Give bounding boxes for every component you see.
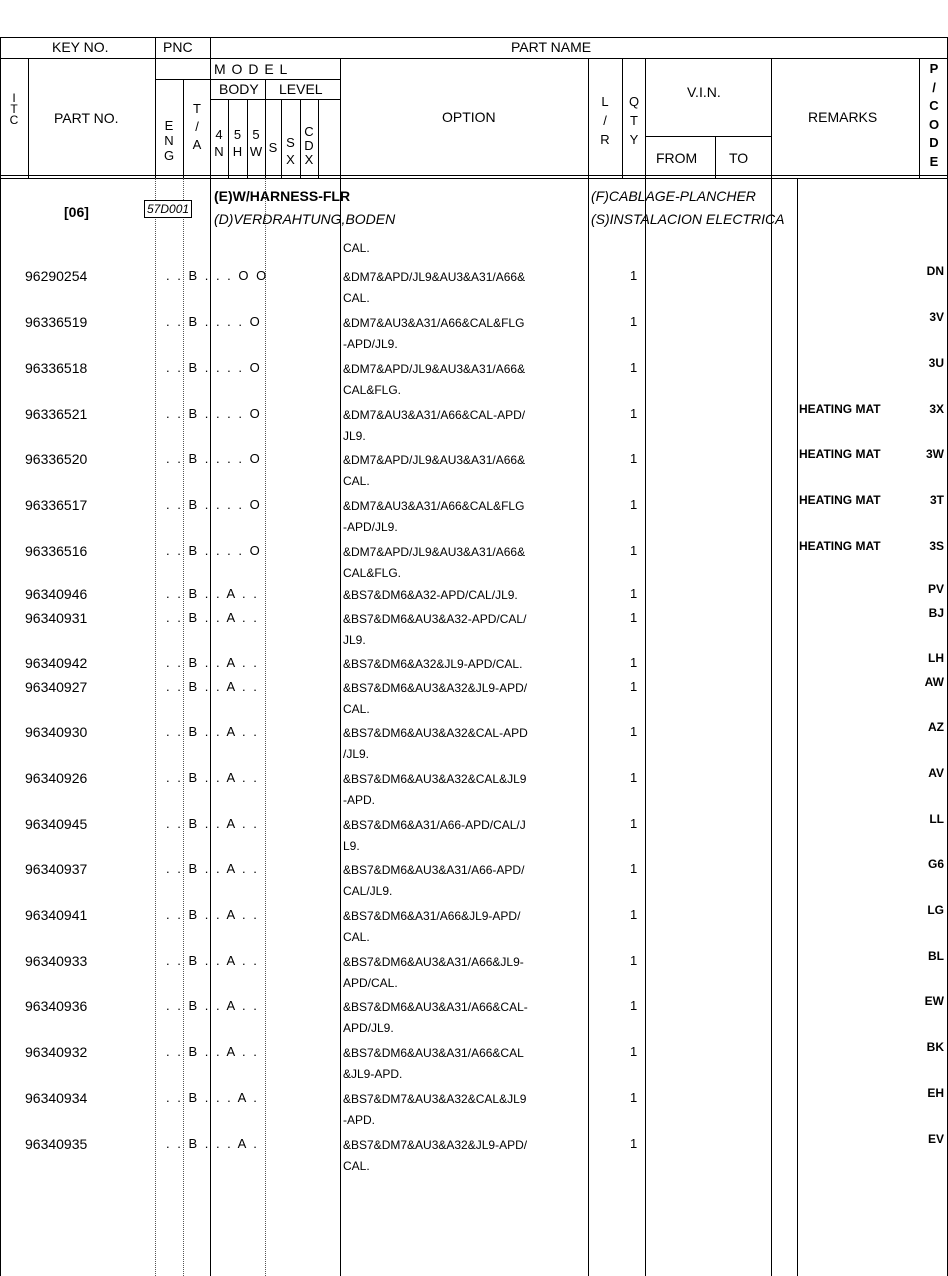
p-code: BJ — [928, 606, 944, 620]
model-marks: . . B . . . . O — [166, 360, 260, 375]
option-line-1: &BS7&DM6&A32&JL9-APD/CAL. — [343, 657, 523, 671]
part-number: 96340931 — [25, 610, 88, 626]
group-name-d: (D)VERDRAHTUNG,BODEN — [214, 211, 396, 227]
option-line-1: &BS7&DM7&AU3&A32&JL9-APD/ — [343, 1138, 528, 1152]
quantity: 1 — [630, 586, 638, 601]
option-header: OPTION — [442, 109, 496, 125]
p-code: AZ — [928, 720, 944, 734]
option-line-1: &BS7&DM6&AU3&A31/A66&JL9- — [343, 955, 524, 969]
part-number: 96340946 — [25, 586, 88, 602]
part-no-header: PART NO. — [54, 110, 119, 126]
quantity: 1 — [630, 610, 638, 625]
quantity: 1 — [630, 268, 638, 283]
p-code: PV — [927, 582, 944, 596]
vin-header: V.I.N. — [687, 84, 721, 100]
quantity: 1 — [630, 861, 638, 876]
body-4n-header: 4 N — [214, 127, 224, 159]
p-code: LL — [929, 812, 944, 826]
model-marks: . . B . . A . . — [166, 861, 257, 876]
p-code: 3U — [928, 356, 944, 370]
p-code: 3W — [926, 447, 944, 461]
model-header: M O D E L — [214, 61, 289, 77]
model-marks: . . B . . . A . — [166, 1136, 257, 1151]
quantity: 1 — [630, 360, 638, 375]
option-line-1: &DM7&APD/JL9&AU3&A31/A66& — [343, 362, 526, 376]
part-number: 96336520 — [25, 451, 88, 467]
option-line-1: &BS7&DM6&AU3&A32&CAL&JL9 — [343, 772, 527, 786]
option-line-2: -APD/JL9. — [343, 337, 398, 351]
part-number: 96336517 — [25, 497, 88, 513]
part-number: 96340926 — [25, 770, 88, 786]
option-line-1: &BS7&DM6&AU3&A31/A66-APD/ — [343, 863, 525, 877]
option-line-2: CAL/JL9. — [343, 884, 393, 898]
option-line-1: &BS7&DM6&AU3&A32&JL9-APD/ — [343, 681, 528, 695]
model-marks: . . B . . . . O — [166, 543, 260, 558]
option-line-2: APD/CAL. — [343, 976, 398, 990]
quantity: 1 — [630, 1136, 638, 1151]
part-number: 96340945 — [25, 816, 88, 832]
quantity: 1 — [630, 406, 638, 421]
model-marks: . . B . . A . . — [166, 586, 257, 601]
option-line-2: CAL&FLG. — [343, 383, 402, 397]
option-line-2: /JL9. — [343, 747, 370, 761]
remarks-header: REMARKS — [808, 109, 878, 125]
part-number: 96290254 — [25, 268, 88, 284]
option-line-2: L9. — [343, 839, 360, 853]
part-number: 96340932 — [25, 1044, 88, 1060]
model-marks: . . B . . . . O — [166, 314, 260, 329]
option-line-1: &BS7&DM6&AU3&A32&CAL-APD — [343, 726, 528, 740]
part-name-header: PART NAME — [511, 39, 592, 55]
level-s-header: S — [268, 140, 278, 155]
vin-from-header: FROM — [656, 150, 698, 166]
quantity: 1 — [630, 679, 638, 694]
model-marks: . . B . . . A . — [166, 1090, 257, 1105]
group-key: [06] — [64, 204, 89, 220]
body-header: BODY — [219, 81, 259, 97]
group-name-f: (F)CABLAGE-PLANCHER — [591, 188, 756, 204]
part-number: 96336521 — [25, 406, 88, 422]
model-marks: . . B . . A . . — [166, 816, 257, 831]
part-number: 96340934 — [25, 1090, 88, 1106]
option-line-1: &DM7&AU3&A31/A66&CAL&FLG — [343, 499, 525, 513]
itc-header: I T C — [9, 91, 19, 127]
model-marks: . . B . . . . O — [166, 497, 260, 512]
option-line-1: &BS7&DM6&A32-APD/CAL/JL9. — [343, 588, 518, 602]
pnc-header: PNC — [163, 39, 193, 55]
option-line-2: CAL. — [343, 291, 370, 305]
part-number: 96340933 — [25, 953, 88, 969]
remarks: HEATING MAT — [799, 493, 881, 507]
level-sx-header: S X — [286, 135, 295, 167]
quantity: 1 — [630, 953, 638, 968]
quantity: 1 — [630, 314, 638, 329]
p-code: BK — [926, 1040, 944, 1054]
group-pnc-label: 57D001 — [147, 202, 190, 216]
part-number: 96340935 — [25, 1136, 88, 1152]
p-code: EH — [927, 1086, 944, 1100]
p-code: LH — [928, 651, 944, 665]
p-code: G6 — [927, 857, 944, 871]
group-pnc-badge — [144, 200, 192, 218]
eng-header: E N G — [163, 118, 175, 163]
model-marks: . . B . . A . . — [166, 998, 257, 1013]
option-line-2: -APD. — [343, 793, 376, 807]
option-line-1: &DM7&AU3&A31/A66&CAL-APD/ — [343, 408, 526, 422]
model-marks: . . B . . A . . — [166, 770, 257, 785]
quantity: 1 — [630, 1090, 638, 1105]
pcode-header: P / C O D E — [928, 61, 940, 169]
option-line-2: CAL. — [343, 1159, 370, 1173]
part-number: 96336519 — [25, 314, 88, 330]
model-marks: . . B . . . O O — [166, 268, 267, 283]
model-marks: . . B . . A . . — [166, 679, 257, 694]
part-number: 96340937 — [25, 861, 88, 877]
option-line-2: CAL. — [343, 474, 370, 488]
option-line-1: &BS7&DM6&A31/A66-APD/CAL/J — [343, 818, 526, 832]
option-line-1: &BS7&DM6&AU3&A32-APD/CAL/ — [343, 612, 527, 626]
option-line-2: &JL9-APD. — [343, 1067, 403, 1081]
quantity: 1 — [630, 816, 638, 831]
p-code: BL — [928, 949, 944, 963]
p-code: EV — [927, 1132, 944, 1146]
part-number: 96340927 — [25, 679, 88, 695]
model-marks: . . B . . A . . — [166, 1044, 257, 1059]
key-no-header: KEY NO. — [52, 39, 109, 55]
part-number: 96340930 — [25, 724, 88, 740]
option-line-2: -APD. — [343, 1113, 376, 1127]
option-line-2: APD/JL9. — [343, 1021, 394, 1035]
option-line-1: &BS7&DM6&A31/A66&JL9-APD/ — [343, 909, 521, 923]
p-code: 3V — [929, 310, 944, 324]
remarks: HEATING MAT — [799, 447, 881, 461]
quantity: 1 — [630, 770, 638, 785]
part-number: 96336516 — [25, 543, 88, 559]
option-line-1: &BS7&DM6&AU3&A31/A66&CAL- — [343, 1000, 528, 1014]
model-marks: . . B . . A . . — [166, 724, 257, 739]
quantity: 1 — [630, 497, 638, 512]
quantity: 1 — [630, 543, 638, 558]
body-5h-header: 5 H — [232, 127, 243, 159]
option-line-1: &DM7&AU3&A31/A66&CAL&FLG — [343, 316, 525, 330]
option-line-1: &DM7&APD/JL9&AU3&A31/A66& — [343, 545, 526, 559]
p-code: AW — [924, 675, 944, 689]
lr-header: L / R — [600, 94, 610, 147]
option-line-2: JL9. — [343, 633, 366, 647]
quantity: 1 — [630, 998, 638, 1013]
p-code: LG — [927, 903, 944, 917]
level-cdx-header: C D X — [304, 124, 314, 167]
group-name-s: (S)INSTALACION ELECTRICA — [591, 211, 785, 227]
part-number: 96336518 — [25, 360, 88, 376]
quantity: 1 — [630, 724, 638, 739]
option-line-2: CAL. — [343, 930, 370, 944]
option-line-2: -APD/JL9. — [343, 520, 398, 534]
part-number: 96340942 — [25, 655, 88, 671]
p-code: 3T — [929, 493, 944, 507]
model-marks: . . B . . A . . — [166, 907, 257, 922]
remarks: HEATING MAT — [799, 402, 881, 416]
qty-header: Q T Y — [628, 94, 640, 147]
option-line-1: &BS7&DM6&AU3&A31/A66&CAL — [343, 1046, 524, 1060]
level-header: LEVEL — [279, 81, 323, 97]
model-marks: . . B . . A . . — [166, 610, 257, 625]
first-option-line: CAL. — [343, 241, 370, 255]
option-line-2: CAL&FLG. — [343, 566, 402, 580]
quantity: 1 — [630, 1044, 638, 1059]
part-number: 96340936 — [25, 998, 88, 1014]
remarks: HEATING MAT — [799, 539, 881, 553]
option-line-1: &BS7&DM7&AU3&A32&CAL&JL9 — [343, 1092, 527, 1106]
p-code: DN — [926, 264, 944, 278]
ta-header: T / A — [192, 101, 202, 152]
model-marks: . . B . . . . O — [166, 451, 260, 466]
option-line-1: &DM7&APD/JL9&AU3&A31/A66& — [343, 453, 526, 467]
part-number: 96340941 — [25, 907, 88, 923]
quantity: 1 — [630, 655, 638, 670]
option-line-2: JL9. — [343, 429, 366, 443]
option-line-2: CAL. — [343, 702, 370, 716]
model-marks: . . B . . . . O — [166, 406, 260, 421]
model-marks: . . B . . A . . — [166, 655, 257, 670]
p-code: 3X — [929, 402, 944, 416]
body-5w-header: 5 W — [249, 127, 263, 159]
p-code: EW — [924, 994, 944, 1008]
vin-to-header: TO — [729, 150, 749, 166]
group-name-e: (E)W/HARNESS-FLR — [214, 188, 351, 204]
quantity: 1 — [630, 907, 638, 922]
option-line-1: &DM7&APD/JL9&AU3&A31/A66& — [343, 270, 526, 284]
p-code: 3S — [929, 539, 944, 553]
model-marks: . . B . . A . . — [166, 953, 257, 968]
p-code: AV — [928, 766, 944, 780]
quantity: 1 — [630, 451, 638, 466]
